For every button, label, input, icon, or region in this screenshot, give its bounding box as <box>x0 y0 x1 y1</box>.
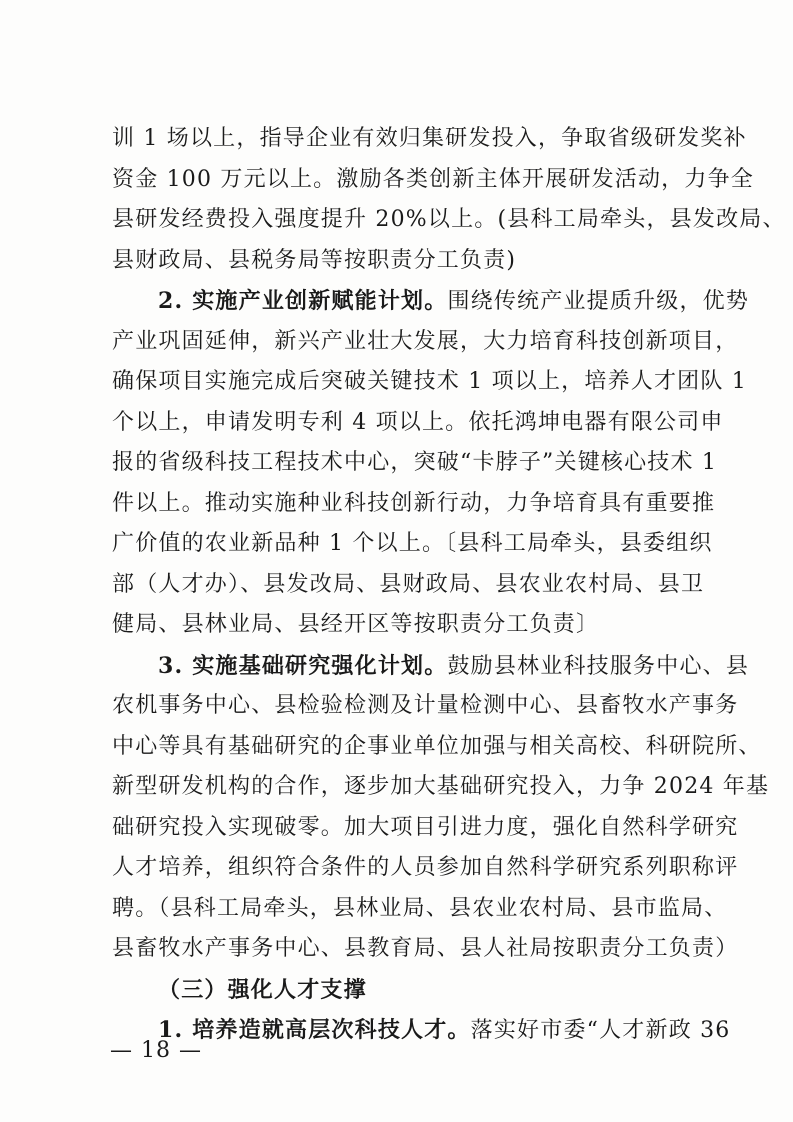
line-9-text: 报的省级科技工程技术中心，突破“卡脖子”关键核心技术 1 <box>112 450 718 475</box>
bold-heading-23: 1. 培养造就高层次科技人才。 <box>158 1017 471 1043</box>
text-line-13 <box>112 610 692 640</box>
line-21-text: 县畜牧水产事务中心、县教育局、县人社局按职责分工负责） <box>112 936 739 961</box>
text-line-20 <box>112 894 728 924</box>
text-line-15 <box>112 691 739 721</box>
text-line-9 <box>112 448 718 478</box>
text-line-10 <box>112 489 716 519</box>
line-3-text: 县研发经费投入强度提升 20%以上。(县科工局牵头，县发改局、 <box>112 207 786 232</box>
line-4-text: 县财政局、县税务局等按职责分工负责) <box>112 248 517 273</box>
line-18-text: 础研究投入实现破零。加大项目引进力度，强化自然科学研究 <box>112 815 739 840</box>
line-15-text: 农机事务中心、县检验检测及计量检测中心、县畜牧水产事务 <box>112 693 739 718</box>
line-23-text: 落实好市委“人才新政 36 <box>470 1018 731 1043</box>
bold-heading-14: 3. 实施基础研究强化计划。 <box>158 653 448 679</box>
text-line-14 <box>158 651 750 681</box>
line-6-text: 产业巩固延伸，新兴产业壮大发展，大力培育科技创新项目， <box>112 329 739 354</box>
line-5-text: 围绕传统产业提质升级，优势 <box>447 289 750 314</box>
line-12-text: 部（人才办）、县发改局、县财政局、县农业农村局、县卫 <box>112 572 705 597</box>
text-line-12 <box>112 570 705 600</box>
line-17-text: 新型研发机构的合作，逐步加大基础研究投入，力争 2024 年基 <box>112 774 770 799</box>
text-line-5 <box>158 286 750 316</box>
line-14-text: 鼓励县林业科技服务中心、县 <box>447 654 750 679</box>
text-line-19 <box>112 853 739 883</box>
text-line-6 <box>112 327 739 357</box>
text-line-8 <box>112 408 724 438</box>
line-16-text: 中心等具有基础研究的企事业单位加强与相关高校、科研院所、 <box>112 734 762 759</box>
text-line-21 <box>112 934 739 964</box>
line-1-text: 训 1 场以上，指导企业有效归集研发投入，争取省级研发奖补 <box>112 126 747 151</box>
line-7-text: 确保项目实施完成后突破关键技术 1 项以上，培养人才团队 1 <box>112 369 747 394</box>
line-10-text: 件以上。推动实施种业科技创新行动，力争培育具有重要推 <box>112 491 716 516</box>
page-number: — 18 — <box>110 1038 202 1063</box>
text-line-2 <box>112 165 754 195</box>
text-line-22 <box>158 975 738 1005</box>
bold-heading-22: （三）强化人才支撑 <box>158 977 367 1003</box>
text-line-18 <box>112 813 739 843</box>
bold-heading-5: 2. 实施产业创新赋能计划。 <box>158 288 448 314</box>
line-13-text: 健局、县林业局、县经开区等按职责分工负责〕 <box>112 612 600 637</box>
text-line-3 <box>112 205 786 235</box>
text-line-11 <box>112 529 713 559</box>
line-11-text: 广价值的农业新品种 1 个以上。〔县科工局牵头，县委组织 <box>112 531 713 556</box>
line-19-text: 人才培养，组织符合条件的人员参加自然科学研究系列职称评 <box>112 855 739 880</box>
text-line-7 <box>112 367 747 397</box>
text-line-4 <box>112 246 692 276</box>
text-line-1 <box>112 124 747 154</box>
line-20-text: 聘。（县科工局牵头，县林业局、县农业农村局、县市监局、 <box>112 896 728 921</box>
line-2-text: 资金 100 万元以上。激励各类创新主体开展研发活动，力争全 <box>112 167 754 192</box>
text-line-17 <box>112 772 770 802</box>
text-line-16 <box>112 732 762 762</box>
line-8-text: 个以上，申请发明专利 4 项以上。依托鸿坤电器有限公司申 <box>112 410 724 435</box>
text-line-23 <box>158 1015 738 1045</box>
